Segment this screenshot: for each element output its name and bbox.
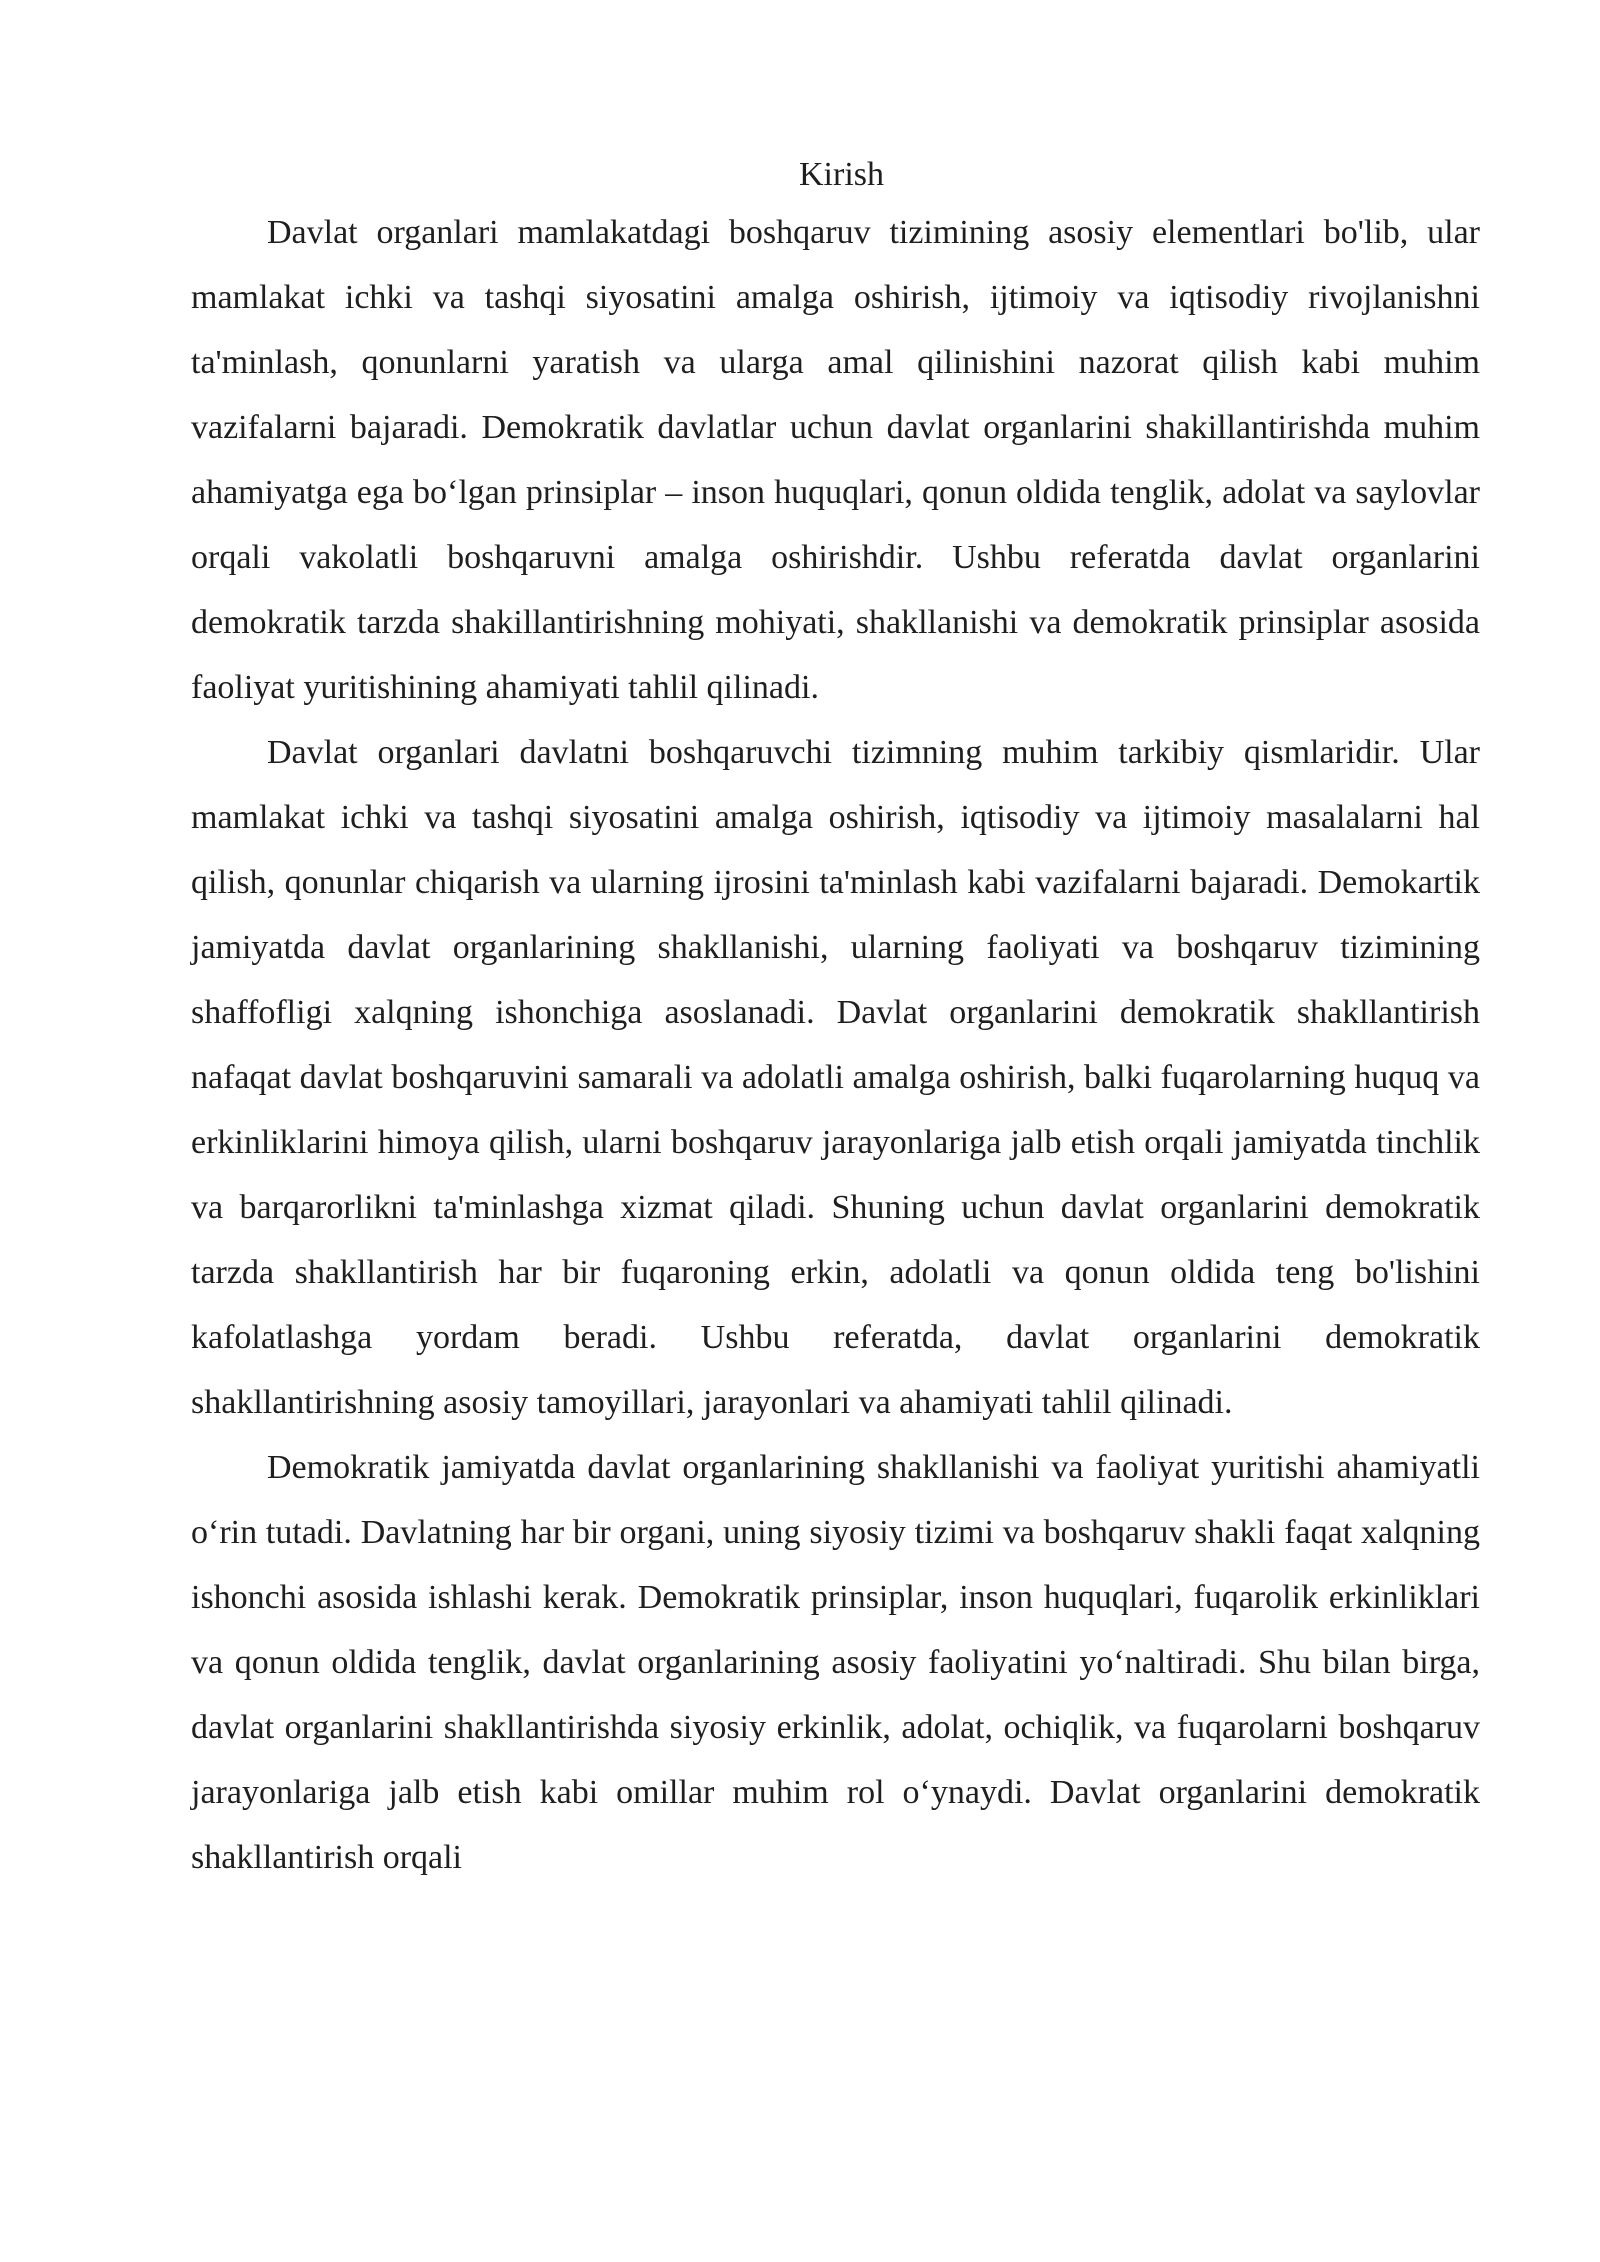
paragraph-2: Davlat organlari davlatni boshqaruvchi tizimning muhim tarkibiy qismlaridir. Ular mamlakat ichki va tashqi siyosatini amalga oshirish, iqtisodiy va ijtimoiy masalalarni hal qilish, qonunlar chiqarish va ularning ijrosini ta'minlash kabi vazifalarni bajaradi. Demokartik jamiyatda davlat organlarining shakllanishi, ularning faoliyati va boshqaruv tizimining shaffofligi xalqning ishonchiga asoslanadi. Davlat organlarini demokratik shakllantirish nafaqat davlat boshqaruvini samarali va adolatli amalga oshirish, balki fuqarolarning huquq va erkinliklarini himoya qilish, ularni boshqaruv jarayonlariga jalb etish orqali jamiyatda tinchlik va barqarorlikni ta'minlashga xizmat qiladi. Shuning uchun davlat organlarini demokratik tarzda shakllantirish har bir fuqaroning erkin, adolatli va qonun oldida teng bo'lishini kafolatlashga yordam beradi. Ushbu referatda, davlat organlarini demokratik shakllantirishning asosiy tamoyillari, jarayonlari va ahamiyati tahlil qilinadi. <box>191 734 1480 1421</box>
paragraph-3: Demokratik jamiyatda davlat organlarining shakllanishi va faoliyat yuritishi ahamiyatli o‘rin tutadi. Davlatning har bir organi, uning siyosiy tizimi va boshqaruv shakli faqat xalqning ishonchi asosida ishlashi kerak. Demokratik prinsiplar, inson huquqlari, fuqarolik erkinliklari va qonun oldida tenglik, davlat organlarining asosiy faoliyatini yo‘naltiradi. Shu bilan birga, davlat organlarini shakllantirishda siyosiy erkinlik, adolat, ochiqlik, va fuqarolarni boshqaruv jarayonlariga jalb etish kabi omillar muhim rol o‘ynaydi. Davlat organlarini demokratik shakllantirish orqali <box>191 1449 1480 1876</box>
paragraph-1: Davlat organlari mamlakatdagi boshqaruv tizimining asosiy elementlari bo'lib, ular mamlakat ichki va tashqi siyosatini amalga oshirish, ijtimoiy va iqtisodiy rivojlanishni ta'minlash, qonunlarni yaratish va ularga amal qilinishini nazorat qilish kabi muhim vazifalarni bajaradi. Demokratik davlatlar uchun davlat organlarini shakillantirishda muhim ahamiyatga ega bo‘lgan prinsiplar – inson huquqlari, qonun oldida tenglik, adolat va saylovlar orqali vakolatli boshqaruvni amalga oshirishdir. Ushbu referatda davlat organlarini demokratik tarzda shakillantirishning mohiyati, shakllanishi va demokratik prinsiplar asosida faoliyat yuritishining ahamiyati tahlil qilinadi. <box>191 214 1480 706</box>
document-title: Kirish <box>799 156 884 193</box>
